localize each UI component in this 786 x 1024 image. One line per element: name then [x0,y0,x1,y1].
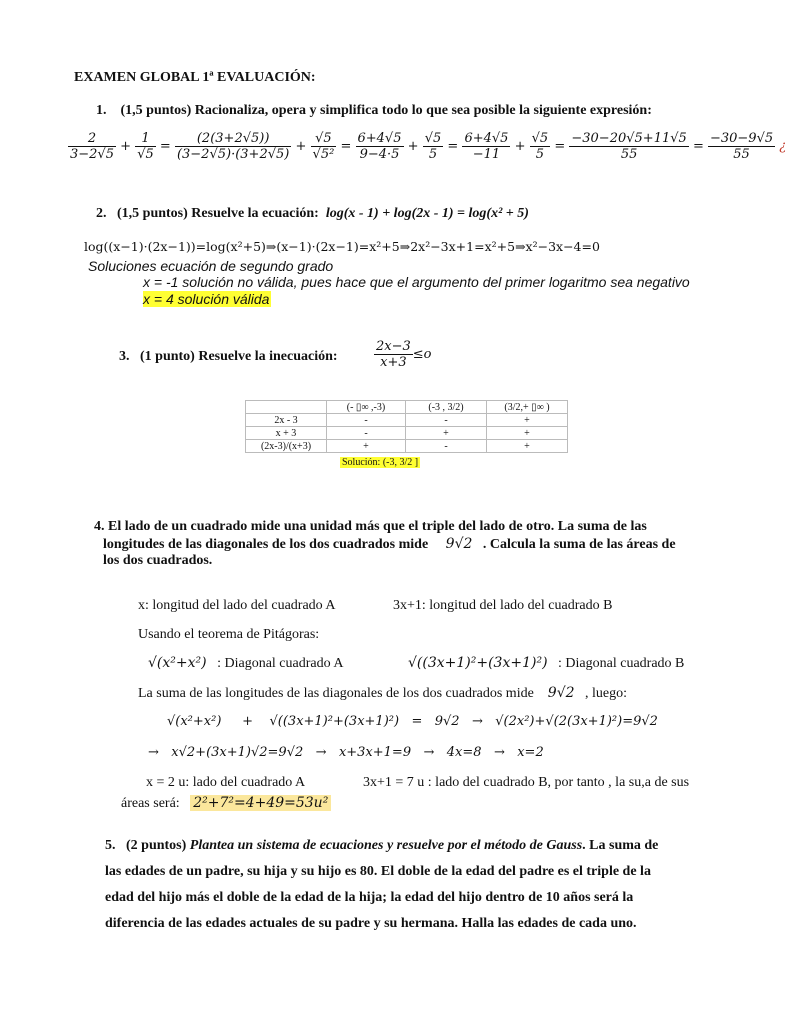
question-4-statement-line-1: 4. El lado de un cuadrado mide una unidad más que el triple del lado de otro. La suma de las [94,519,647,534]
question-4-statement-line-2: longitudes de las diagonales de los dos cuadrados mide 9√2 . Calcula la suma de las áreas de [103,536,676,552]
areas-line: áreas será: 2²+7²=4+49=53u² [121,795,331,812]
equals-sign: = [159,139,171,154]
table-row: 2x - 3 - - + [246,414,568,427]
equals-sign: = [447,139,459,154]
question-2-text: (1,5 puntos) Resuelve la ecuación: [117,206,319,221]
page-title: EXAMEN GLOBAL 1ª EVALUACIÓN: [74,70,316,85]
question-4-statement-line-3: los dos cuadrados. [103,553,213,568]
question-1-heading [96,103,652,119]
table-row: x + 3 - + + [246,427,568,440]
plus-sign: + [295,139,307,154]
question-5-points: (2 puntos) [126,838,187,853]
inequality-relation: ≤o [412,347,432,362]
sign-table-solution: Solución: (-3, 3/2 ] [342,457,419,468]
question-3-text: (1 punto) Resuelve la inecuación: [140,349,338,364]
sign-table [245,400,568,453]
inequality-numerator: 2x−3 [376,339,411,354]
plus-sign: + [514,139,526,154]
fraction-1: $\frac{2}{3-2√5}$ [70,131,114,162]
diagonal-a-line [148,655,343,672]
question-mark: ¿ [779,139,786,154]
question-1-text: (1,5 puntos) Racionaliza, opera y simplifica todo lo que sea posible la siguiente expresión: [120,103,652,118]
equation-line-1: √(x²+x²) + √((3x+1)²+(3x+1)²) = 9√2 → √(2x²)+√(2(3x+1)²)=9√2 [167,714,658,729]
question-5-number: 5. [105,838,116,853]
inequality-denominator: x+3 [374,354,413,370]
question-5-line-1: 5. (2 puntos) Plantea un sistema de ecuaciones y resuelve por el método de Gauss. La suma de [105,838,659,853]
fraction-6: $\frac{√5}{5}$ [424,131,442,162]
question-3-heading [119,349,338,365]
question-2-invalid-solution: x = -1 solución no válida, pues hace que el argumento del primer logaritmo sea negativo [143,274,690,290]
question-1-expression [68,131,786,162]
sum-line: La suma de las longitudes de las diagonales de los dos cuadrados mide 9√2 , luego: [138,685,628,701]
question-2-number: 2. [96,206,107,221]
diagonal-a-label: : Diagonal cuadrado A [217,656,344,671]
question-2-equation: log(x - 1) + log(2x - 1) = log(x² + 5) [325,206,529,221]
sign-table-header: (- ▯∞ ,-3) (-3 , 3/2) (3/2,+ ▯∞ ) [246,401,568,414]
question-2-solutions-line: Soluciones ecuación de segundo grado [88,258,334,274]
fraction-8: $\frac{√5}{5}$ [531,131,549,162]
fraction-5: $\frac{6+4√5}{9-4\cdot 5}$ [357,131,402,162]
question-5-instruction: Plantea un sistema de ecuaciones y resuelve por el método de Gauss [189,838,583,853]
diagonal-b-line [408,655,684,672]
result-b: 3x+1 = 7 u : lado del cuadrado B, por tanto , la su,a de sus [363,775,690,790]
variable-a: x: longitud del lado del cuadrado A [138,598,336,613]
question-2-valid-solution: x = 4 solución válida [143,291,270,307]
table-row: (2x-3)/(x+3) + - + [246,440,568,453]
question-5-line-4: diferencia de las edades actuales de su padre y su hermana. Halla las edades de cada uno. [105,916,637,931]
plus-sign: + [120,139,132,154]
fraction-4: $\frac{√5}{\text{√5²}}$ [312,131,335,162]
fraction-10: $\frac{-30-9√5}{55}$ [709,131,774,162]
diagonal-a-formula: √(x²+x²) [148,655,207,671]
equals-sign: = [340,139,352,154]
equals-sign: = [692,139,704,154]
equation-line-2: → x√2+(3x+1)√2=9√2 → x+3x+1=9 → 4x=8 → x=2 [148,745,544,760]
fraction-3: $\frac{(2(3+2√5))}{(3-2√5)\cdot(3+2√5)}$ [176,131,290,162]
result-a: x = 2 u: lado del cuadrado A [146,775,306,790]
diagonal-sum-value: 9√2 [445,536,473,552]
question-3-inequality [374,339,432,370]
pitagoras-line: Usando el teorema de Pitágoras: [138,627,320,642]
variable-b: 3x+1: longitud del lado del cuadrado B [393,598,613,613]
question-5-line-3: edad del hijo más el doble de la edad de la hija; la edad del hijo dentro de 10 años será la [105,890,634,905]
question-2-heading [96,206,529,222]
sum-value: 9√2 [547,685,575,701]
areas-result: 2²+7²=4+49=53u² [190,795,331,811]
fraction-9: $\frac{-30-20√5+11√5}{55}$ [571,131,687,162]
fraction-2: $\frac{1}{√5}$ [137,131,154,162]
question-1-number: 1. [96,103,107,118]
fraction-7: $\frac{6+4√5}{-11}$ [464,131,509,162]
question-2-work: log((x−1)·(2x−1))=log(x²+5)⇒(x−1)·(2x−1)=x²+5⇒2x²−3x+1=x²+5⇒x²−3x−4=0 [84,239,600,254]
question-5-line-2: las edades de un padre, su hija y su hijo es 80. El doble de la edad del padre es el triple de la [105,864,651,879]
diagonal-b-formula: √((3x+1)²+(3x+1)²) [408,655,548,671]
plus-sign: + [407,139,419,154]
diagonal-b-label: : Diagonal cuadrado B [558,656,685,671]
question-3-number: 3. [119,349,130,364]
equals-sign: = [554,139,566,154]
